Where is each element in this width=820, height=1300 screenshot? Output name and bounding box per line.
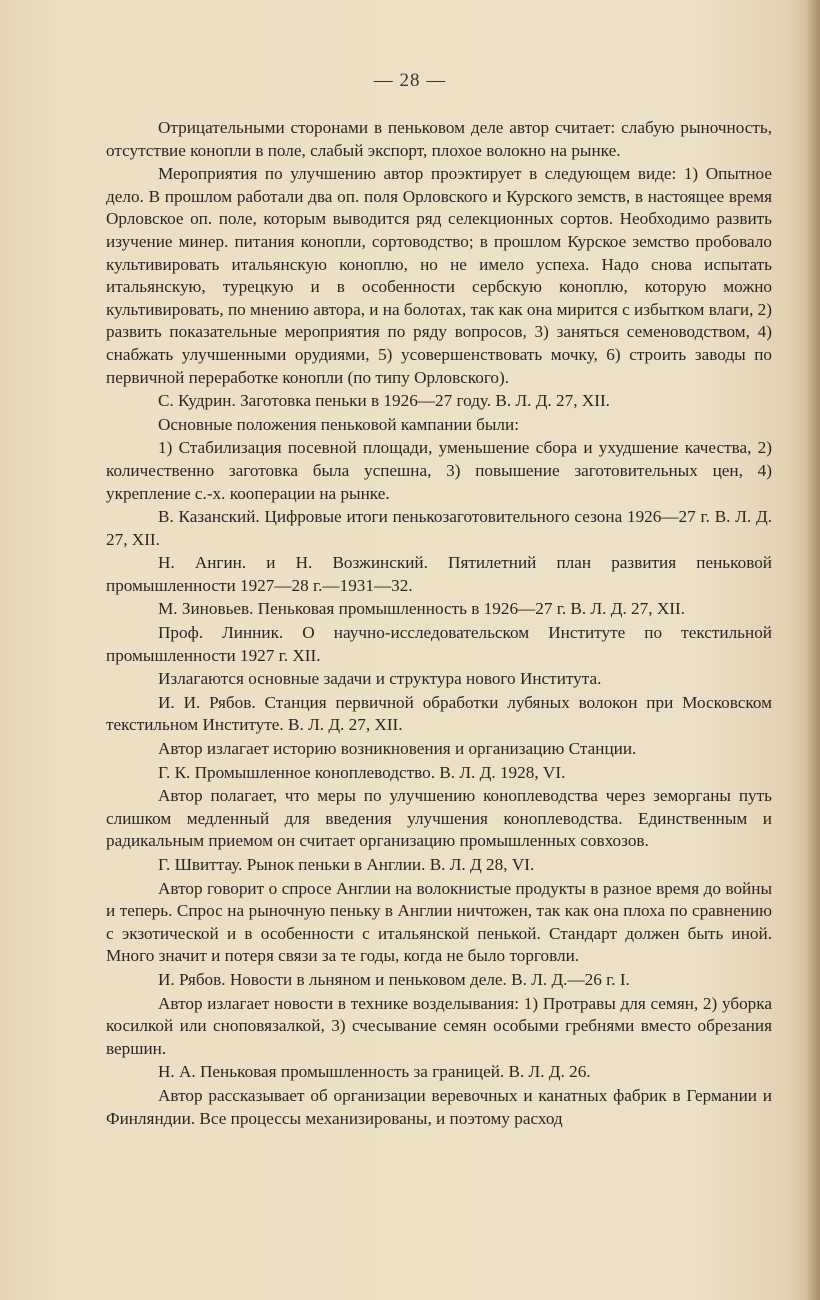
paragraph: С. Кудрин. Заготовка пеньки в 1926—27 году. В. Л. Д. 27, XII. — [158, 391, 610, 411]
paragraph: Автор говорит о спросе Англии на волокнистые продукты в разное время до войны и теперь. Спрос на рыночную пеньку в Англии ничтожен, так как она плоха по сравнению с экзотической и в особенности с итальянской пенькой. Стандарт должен быть иной. Много значит и потеря связи за те годы, когда не было торговли. — [106, 878, 772, 966]
paragraph: Автор полагает, что меры по улучшению коноплеводства через земорганы путь слишком медленный для введения улучшения коноплеводства. Единственным и радикальным приемом он считает организацию промышленных совхозов. — [106, 786, 772, 851]
paragraph: Проф. Линник. О научно-исследовательском Институте по текстильной промышленности 1927 г. XII. — [106, 623, 772, 665]
paragraph: Н. Ангин. и Н. Возжинский. Пятилетний план развития пеньковой промышленности 1927—28 г.—1931—32. — [106, 553, 772, 595]
paragraph: Автор излагает историю возникновения и организацию Станции. — [158, 739, 637, 759]
paragraph: Н. А. Пеньковая промышленность за границей. В. Л. Д. 26. — [158, 1062, 591, 1082]
paragraph: Мероприятия по улучшению автор проэктирует в следующем виде: 1) Опытное дело. В прошлом работали два оп. поля Орловского и Курского земств, в настоящее время Орловское оп. поле, которым выводится ряд селекционных сортов. Необходимо развить изучение минер. питания конопли, сортоводство; в прошлом Курское земство пробовало культивировать итальянскую коноплю, но не имело успеха. Надо снова испытать итальянскую, турецкую и в особенности сербскую коноплю, которую можно культивировать, по мнению автора, и на болотах, так как она мирится с избытком влаги, 2) развить показательные мероприятия по ряду вопросов, 3) заняться семеноводством, 4) снабжать улучшенными орудиями, 5) усовершенствовать мочку, 6) строить заводы по первичной переработке конопли (по типу Орловского). — [106, 164, 772, 387]
paragraph: Автор излагает новости в технике возделывания: 1) Протравы для семян, 2) уборка косилкой или сноповязалкой, 3) счесывание семян особыми гребнями вместо обрезания вершин. — [106, 993, 772, 1058]
page-edge-shadow — [806, 0, 820, 1300]
paragraph: И. И. Рябов. Станция первичной обработки лубяных волокон при Московском текстильном Институте. В. Л. Д. 27, XII. — [106, 692, 772, 735]
paragraph: М. Зиновьев. Пеньковая промышленность в 1926—27 г. В. Л. Д. 27, XII. — [158, 599, 685, 619]
paragraph: И. Рябов. Новости в льняном и пеньковом деле. В. Л. Д.—26 г. I. — [158, 969, 630, 989]
paragraph: Излагаются основные задачи и структура нового Института. — [158, 669, 602, 689]
page-number: — 28 — — [373, 70, 447, 91]
paragraph: Г. Швиттау. Рынок пеньки в Англии. В. Л. Д 28, VI. — [158, 855, 535, 874]
body-text — [106, 117, 772, 1131]
paragraph: В. Казанский. Цифровые итоги пенькозаготовительного сезона 1926—27 г. В. Л. Д. 27, XII. — [106, 507, 772, 549]
paragraph: Автор рассказывает об организации веревочных и канатных фабрик в Германии и Финляндии. Все процессы механизированы, и поэтому расход — [106, 1085, 772, 1128]
paragraph: Основные положения пеньковой кампании были: — [158, 414, 519, 434]
paragraph: 1) Стабилизация посевной площади, уменьшение сбора и ухудшение качества, 2) количественно заготовка была успешна, 3) повышение заготовительных цен, 4) укрепление с.-х. кооперации на рынке. — [106, 438, 772, 503]
paragraph: Г. К. Промышленное коноплеводство. В. Л. Д. 1928, VI. — [158, 762, 566, 782]
paragraph: Отрицательными сторонами в пеньковом деле автор считает: слабую рыночность, отсутствие конопли в поле, слабый экспорт, плохое волокно на рынке. — [106, 118, 772, 160]
